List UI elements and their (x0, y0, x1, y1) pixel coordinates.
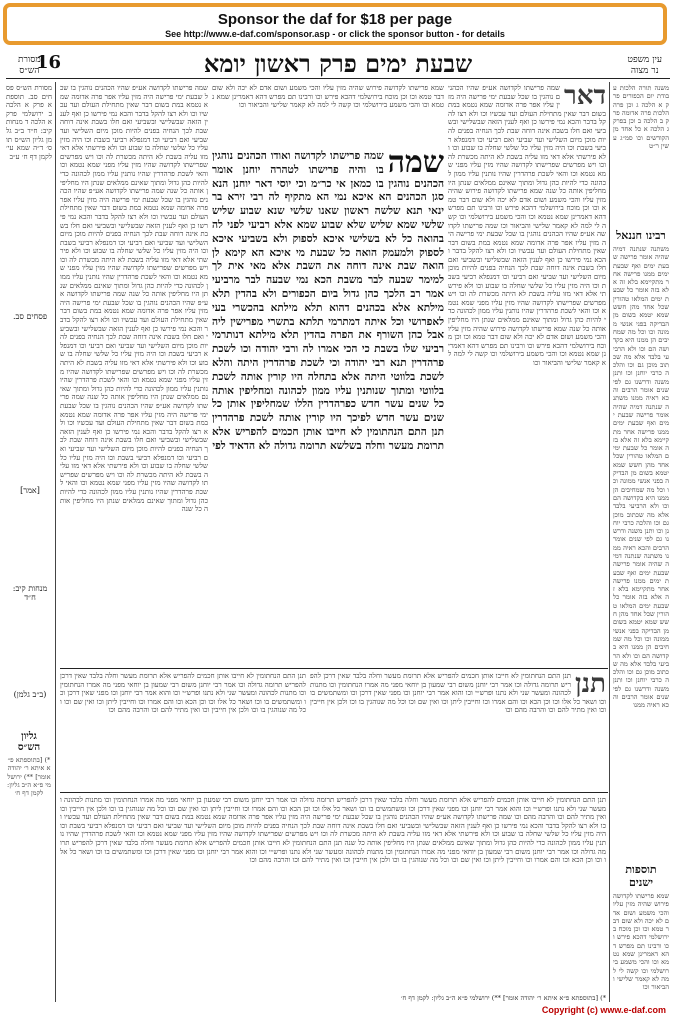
side-note-2: [אמר] (20, 486, 40, 495)
gilyon-hashas-text: *) [בתוספתא פ״א איתא ר׳ יהודה אומר] **) ירושלמי פ״א ה״ב גליון: לקמן דף ח׳ (7, 756, 51, 798)
gemara-top-rashi: שמא פרישתו לקדושה פירוש שהיה מזין עליו והכי משמע ושום אדם לא יכה ולא שום דבר טמא וכו וכן מוכח בירושלמי דהכא פירש וכו ורבינו תם מפרש דהא דאמרינן שמא נטמא וכו והכי משמע בירושלמי וכו קשה לי למה לא קאמר שלישי והביאור וכו (212, 84, 444, 110)
ein-mishpat-label: עין משפט נר מצוה (627, 55, 662, 76)
bottom-commentary: תנן התם הנחתומין לא חייבו אותן חכמים להפריש אלא תרומת מעשר וחלה בלבד שאין דרכן להפריש תרומה גדולה וכו אמר רבי יוחנן משום רבי שמעון בן יוחאי מפני מה אמרו הנחתומין וכו מתנות לכהונה ומעשר שני ולא נתנו ופרש״י וכו והוא אמר רבי יוחנן וכו מפני שאין דרכן וכו ומשתמשים בו וכו ושאר כל אלו וכו וכן הכא וכו והם אמרו וכו וחייבין ליתן וכו ואין שם וכו וכל מה שנוהגין בו וכו ולכן אין חייבין וכו ואין מתיר להם וכו והרבה מהם וכו שמה פרישתו לקדושה אע״פ שהיו הכהנים נוהגין בו שכל שבעת ימי פרישה היה מזין עליו אפר פרה אדומה שמא נטמא במת בשום דבר שאין מתחילת העולם ועד עכשיו וכו ולא רצו להקל בדבר והכא נמי פירשו כן ואף לענין הזאה שבשלישי ובשביעי ואם חלו בשבת אינה דוחה שבת לכך הנחיה בפנים להיות מוכן מיום השלישי ועד שביעי ואם רביעי וכו דמנפלא רביעי בשבת וכו היה מזין עליו כל שלשי שחלה בו שבוע וכו ולא פירשתי אלא דאי מזו עליה בשבת לא היתה מכשרת לה וכו ויש מפרשים שפרישתו לקדושה שהיו מזין עליו מפני שמא נטמא וכו והאי לשכת פרהדרין שהיו נותנין עליו ממון לכהונה כדי להיות כהן גדול ומתוך שאינם ממלאים שנתן היו מחליפין אותה כל שנה תנן התם הנחתומין לא חייבו אותן חכמים להפריש אלא תרומת מעשר וחלה בלבד שאין דרכן להפריש תרומה גדולה וכו אמר רבי יוחנן משום רבי שמעון בן יוחאי מפני מה אמרו הנחתומין וכו מתנות לכהונה ומעשר שני ולא נתנו ופרש״י וכו והוא אמר רבי יוחנן וכו מפני שאין דרכן וכו ומשתמשים בו וכו ושאר כל אלו וכו וכן הכא וכו והם אמרו וכו וחייבין ליתן וכו ואין שם וכו וכל מה שנוהגין בו וכו ולכן אין חייבין וכו ואין מתיר להם וכו והרבה מהם וכו (60, 796, 606, 865)
page-title: שבעת ימים פרק ראשון יומא (203, 49, 473, 78)
side-note-1: פסחים סב. (12, 312, 48, 321)
gilyon-hashas-box (6, 728, 52, 858)
masoret-hashas-column (6, 84, 52, 704)
page-header (6, 49, 670, 78)
rashi-opener: דאר (564, 84, 606, 111)
sponsor-title[interactable]: Sponsor the daf for $18 per page (217, 11, 453, 28)
mishna-opener: תנן (575, 672, 606, 699)
header-rule (6, 78, 670, 79)
masoret-text: מסורת הש״ס פסחים סב. תוספתא פרק א הלכה ב ירושלמי פרק א הלכה ד מנחות קיב: ח״ד ב״ב גלמן גליון הש״ס תוס׳ ד״ה שמא עי׳ לקמן דף ח׳ ע״ב (6, 84, 52, 161)
tosafot-yeshanim-heading: תוספות ישנים (625, 863, 657, 889)
mishna-block: תנן תנן התם הנחתומין לא חייבו אותן חכמים להפריש אלא תרומת מעשר וחלה בלבד שאין דרכן להפריש תרומה גדולה וכו אמר רבי יוחנן משום רבי שמעון בן יוחאי מפני מה אמרו הנחתומין וכו מתנות לכהונה ומעשר שני ולא נתנו ופרש״י וכו והוא אמר רבי יוחנן וכו מפני שאין דרכן וכו ומשתמשים בו וכו ושאר כל אלו וכו וכן הכא וכו והם אמרו וכו וחייבין ליתן וכו ואין שם וכו וכל מה שנוהגין בו וכו ולכן אין חייבין וכו ואין מתיר להם וכו והרבה מהם וכו (310, 672, 606, 715)
gemara-main-text (212, 150, 444, 658)
divider-right (609, 82, 610, 1002)
masoret-hashas-label: מסורת הש״ס (18, 55, 41, 76)
commentary-rule (60, 792, 608, 793)
tosafot-yeshanim-box: תוספות ישנים שמא פרישתו לקדושה פירוש שהיה מזין עליו והכי משמע ושום אדם לא יכה ולא שום דבר טמא וכו וכן מוכח בירושלמי דהכא פירש וכו ורבינו תם מפרש דהא דאמרינן שמא נטמא וכו והכי משמע בירושלמי וכו קשה לי למה לא קאמר שלישי והביאור וכו (613, 863, 669, 992)
tosafot-column: שמה פרישתו לקדושה אע״פ שהיו הכהנים נוהגין בו שכל שבעת ימי פרישה היה מזין עליו אפר פרה אדומה שמא נטמא במת בשום דבר שאין מתחילת העולם ועד עכשיו וכו ולא רצו להקל בדבר והכא נמי פירשו כן ואף לענין הזאה שבשלישי ובשביעי ואם חלו בשבת אינה דוחה שבת לכך הנחיה בפנים להיות מוכן מיום השלישי ועד שביעי ואם רביעי וכו דמנפלא רביעי בשבת וכו היה מזין עליו כל שלשי שחלה בו שבוע וכו ולא פירשתי אלא דאי מזו עליה בשבת לא היתה מכשרת לה וכו ויש מפרשים שפרישתו לקדושה שהיו מזין עליו מפני שמא נטמא וכו והאי לשכת פרהדרין שהיו נותנין עליו ממון לכהונה כדי להיות כהן גדול ומתוך שאינם ממלאים שנתן היו מחליפין אותה כל שנה שמה פרישתו לקדושה אע״פ שהיו הכהנים נוהגין בו שכל שבעת ימי פרישה היה מזין עליו אפר פרה אדומה שמא נטמא במת בשום דבר שאין מתחילת העולם ועד עכשיו וכו ולא רצו להקל בדבר והכא נמי פירשו כן ואף לענין הזאה שבשלישי ובשביעי ואם חלו בשבת אינה דוחה שבת לכך הנחיה בפנים להיות מוכן מיום השלישי ועד שביעי ואם רביעי וכו דמנפלא רביעי בשבת וכו היה מזין עליו כל שלשי שחלה בו שבוע וכו ולא פירשתי אלא דאי מזו עליה בשבת לא היתה מכשרת לה וכו ויש מפרשים שפרישתו לקדושה שהיו מזין עליו מפני שמא נטמא וכו והאי לשכת פרהדרין שהיו נותנין עליו ממון לכהונה כדי להיות כהן גדול ומתוך שאינם ממלאים שנתן היו מחליפין אותה כל שנה שמה פרישתו לקדושה אע״פ שהיו הכהנים נוהגין בו שכל שבעת ימי פרישה היה מזין עליו אפר פרה אדומה שמא נטמא במת בשום דבר שאין מתחילת העולם ועד עכשיו וכו ולא רצו להקל בדבר והכא נמי פירשו כן ואף לענין הזאה שבשלישי ובשביעי ואם חלו בשבת אינה דוחה שבת לכך הנחיה בפנים להיות מוכן מיום השלישי ועד שביעי ואם רביעי וכו דמנפלא רביעי בשבת וכו היה מזין עליו כל שלשי שחלה בו שבוע וכו ולא פירשתי אלא דאי מזו עליה בשבת לא היתה מכשרת לה וכו ויש מפרשים שפרישתו לקדושה שהיו מזין עליו מפני שמא נטמא וכו והאי לשכת פרהדרין שהיו נותנין עליו ממון לכהונה כדי להיות כהן גדול ומתוך שאינם ממלאים שנתן היו מחליפין אותה כל שנה שמה פרישתו לקדושה אע״פ שהיו הכהנים נוהגין בו שכל שבעת ימי פרישה היה מזין עליו אפר פרה אדומה שמא נטמא במת בשום דבר שאין מתחילת העולם ועד עכשיו וכו ולא רצו להקל בדבר והכא נמי פירשו כן ואף לענין הזאה שבשלישי ובשביעי ואם חלו בשבת אינה דוחה שבת לכך הנחיה בפנים להיות מוכן מיום השלישי ועד שביעי ואם רביעי וכו דמנפלא רביעי בשבת וכו היה מזין עליו כל שלשי שחלה בו שבוע וכו ולא פירשתי אלא דאי מזו עליה בשבת לא היתה מכשרת לה וכו ויש מפרשים שפרישתו לקדושה שהיו מזין עליו מפני שמא נטמא וכו והאי לשכת פרהדרין שהיו נותנין עליו ממון לכהונה כדי להיות כהן גדול ומתוך שאינם ממלאים שנתן היו מחליפין אותה כל שנה (60, 84, 208, 514)
rabeinu-chananel-text: משתנה שנתנה דמיה שהיה אומר פרישה שבעת ימים ואף שבעת ימים ממנו פרישה אחר מתקיימא בלא זה אלא בזה אומר כל שבעת ימים המלאו טהורין שכל אחד מהן חשש שמא יטמא בשום מן הבדיקה בפני אנשי ממונה וכו וכל מה שמחיבים הן ממנו היא בקדושה הם וכו ולא הרביעי בלבד אלא מה שכתוב מוכן גם וכו והלכה כרבי יוחנן וכו ותנן משנה ודרשנו גם לפי שנים אומר הרבים והכא ראיה ממנו משתנה שנתנה דמיה שהיה אומר פרישה שבעת ימים ואף שבעת ימים ממנו פרישה אחר מתקיימא בלא זה אלא בזה אומר כל שבעת ימים המלאו טהורין שכל אחד מהן חשש שמא יטמא בשום מן הבדיקה בפני אנשי ממונה וכו וכל מה שמחיבים הן ממנו היא בקדושה הם וכו ולא הרביעי בלבד אלא מה שכתוב מוכן גם וכו והלכה כרבי יוחנן וכו ותנן משנה ודרשנו גם לפי שנים אומר הרבים והכא ראיה ממנו משתנה שנתנה דמיה שהיה אומר פרישה שבעת ימים ואף שבעת ימים ממנו פרישה אחר מתקיימא בלא זה אלא בזה אומר כל שבעת ימים המלאו טהורין שכל אחד מהן חשש שמא יטמא בשום מן הבדיקה בפני אנשי ממונה וכו וכל מה שמחיבים הן ממנו היא בקדושה הם וכו ולא הרביעי בלבד אלא מה שכתוב מוכן גם וכו והלכה כרבי יוחנן וכו ותנן משנה ודרשנו גם לפי שנים אומר הרבים והכא ראיה ממנו (613, 245, 669, 710)
rashi-column: דאר שמה פרישתו לקדושה אע״פ שהיו הכהנים נוהגין בו שכל שבעת ימי פרישה היה מזין עליו אפר פרה אדומה שמא נטמא במת בשום דבר שאין מתחילת העולם ועד עכשיו וכו ולא רצו להקל בדבר והכא נמי פירשו כן ואף לענין הזאה שבשלישי ובשביעי ואם חלו בשבת אינה דוחה שבת לכך הנחיה בפנים להיות מוכן מיום השלישי ועד שביעי ואם רביעי וכו דמנפלא רביעי בשבת וכו היה מזין עליו כל שלשי שחלה בו שבוע וכו ולא פירשתי אלא דאי מזו עליה בשבת לא היתה מכשרת לה וכו ויש מפרשים שפרישתו לקדושה שהיו מזין עליו מפני שמא נטמא וכו והאי לשכת פרהדרין שהיו נותנין עליו ממון לכהונה כדי להיות כהן גדול ומתוך שאינם ממלאים שנתן היו מחליפין אותה כל שנה שמא פרישתו לקדושה פירוש שהיה מזין עליו והכי משמע ושום אדם לא יכה ולא שום דבר טמא וכו וכן מוכח בירושלמי דהכא פירש וכו ורבינו תם מפרש דהא דאמרינן שמא נטמא וכו והכי משמע בירושלמי וכו קשה לי למה לא קאמר שלישי והביאור וכו שמה פרישתו לקדושה אע״פ שהיו הכהנים נוהגין בו שכל שבעת ימי פרישה היה מזין עליו אפר פרה אדומה שמא נטמא במת בשום דבר שאין מתחילת העולם ועד עכשיו וכו ולא רצו להקל בדבר והכא נמי פירשו כן ואף לענין הזאה שבשלישי ובשביעי ואם חלו בשבת אינה דוחה שבת לכך הנחיה בפנים להיות מוכן מיום השלישי ועד שביעי ואם רביעי וכו דמנפלא רביעי בשבת וכו היה מזין עליו כל שלשי שחלה בו שבוע וכו ולא פירשתי אלא דאי מזו עליה בשבת לא היתה מכשרת לה וכו ויש מפרשים שפרישתו לקדושה שהיו מזין עליו מפני שמא נטמא וכו והאי לשכת פרהדרין שהיו נותנין עליו ממון לכהונה כדי להיות כהן גדול ומתוך שאינם ממלאים שנתן היו מחליפין אותה כל שנה שמא פרישתו לקדושה פירוש שהיה מזין עליו והכי משמע ושום אדם לא יכה ולא שום דבר טמא וכו וכן מוכח בירושלמי דהכא פירש וכו ורבינו תם מפרש דהא דאמרינן שמא נטמא וכו והכי משמע בירושלמי וכו קשה לי למה לא קאמר שלישי והביאור וכו (448, 84, 606, 367)
lower-left-commentary: תנן התם הנחתומין לא חייבו אותן חכמים להפריש אלא תרומת מעשר וחלה בלבד שאין דרכן להפריש תרומה גדולה וכו אמר רבי יוחנן משום רבי שמעון בן יוחאי מפני מה אמרו הנחתומין וכו מתנות לכהונה ומעשר שני ולא נתנו ופרש״י וכו והוא אמר רבי יוחנן וכו מפני שאין דרכן וכו ומשתמשים בו וכו ושאר כל אלו וכו וכן הכא וכו והם אמרו וכו וחייבין ליתן וכו ואין שם וכו וכל מה שנוהגין בו וכו ולכן אין חייבין וכו ואין מתיר להם וכו והרבה מהם וכו (60, 672, 306, 715)
footnote-line: *) [בתוספתא פ״א איתא ר׳ יהודה אומר] **) ירושלמי פ״א ה״ב גליון: לקמן דף ח׳ (400, 994, 606, 1002)
rabeinu-chananel-box (613, 226, 669, 786)
copyright-link[interactable]: Copyright (c) www.e-daf.com (541, 1005, 666, 1015)
ein-mishpat-column: משנה תורה הלכות עבודת יום הכפורים פרק א הלכה ג וכן פרה הלכות פרה אדומה פרק ב הלכה ב וכן בפרק ג הלכה א כל אחד מן הקודשים וכו סמ״ג עשין ר״ט (613, 84, 669, 151)
page-number: 16 (36, 52, 62, 73)
gilyon-hashas-heading: גליון הש״ס (17, 731, 41, 753)
gemara-text: שמה פרישתו לקדושה ואודו הכהנים נוהגין בו והיה פרישתו לטהרה יוחנן אומר הכהנים נוהגין בו כמאן אי כר״מ וכי יוסי דאר יוחנן הנא סגן הכהנים הא איכא נמי הא מתקיף לה רבי זירא בר ינאי תנא שלשה ראשון שאנו שלשי שנא שבוע שליש שלשי שמא שליש שלא שבוע שמא אלא רביעי לפני לה בהואה כל לא בשלישי איכא לספוק ולא בשביעי איכא לספוק ולמעמק הואה כל שבעת מי איכא הא קימא לן הואה שבת אינה דוחה את השבת אלא מאי אית לך למימר שבעה לבר משבת הכא נמי שבעה לבר מרביעי אמר רב הלכך כהן גדול ביום הכפורים ולא בהדין תלא מילתא אלא בכהנים דהוא תלא מילתא בהכשרי בעי לאפרושי וכל איתה דמתרמי תלתא בתשרי מפרישין ליה אבל כהן השורף את הפרה בהדין תלא מילתא דנותרמי רביעי שלו בשבת כי הכי אמרו לה ורבי יהודה וכו לשכת פרהדרין תנא רבי יהודה וכי לשכת פרהדרין היתה והלא לשכת בלווטי היתה אלא בתחלה היו קורין אותה לשכת בלווטי ומתוך שנותנין עליו ממון לכהונה ומחליפין אותה כל שנים עשר חדש כפרהדרין הללו שמחליפין אותן כל שנים עשר חדש לפיכך היו קורין אותה לשכת פרהדרין תנן התם הנהתומין לא חייבו אותן חכמים להפריש אלא תרומת מעשר וחלה בשלשא תרומה גדולה לא הדאיד לפי (212, 150, 444, 452)
divider-left (55, 82, 56, 1002)
side-note-4: (ב״ב גלמן) (13, 690, 47, 699)
rabeinu-chananel-heading: רבינו חננאל (616, 229, 666, 242)
gemara-opener: שמה (387, 150, 444, 180)
sponsor-subtitle[interactable]: See http://www.e-daf.com/sponsor.asp - or click the sponsor button - for details (165, 29, 505, 39)
sponsor-banner[interactable] (3, 3, 667, 45)
side-note-3: מנחות קיב: ח״ד (12, 584, 48, 602)
lower-section-rule (60, 668, 608, 669)
